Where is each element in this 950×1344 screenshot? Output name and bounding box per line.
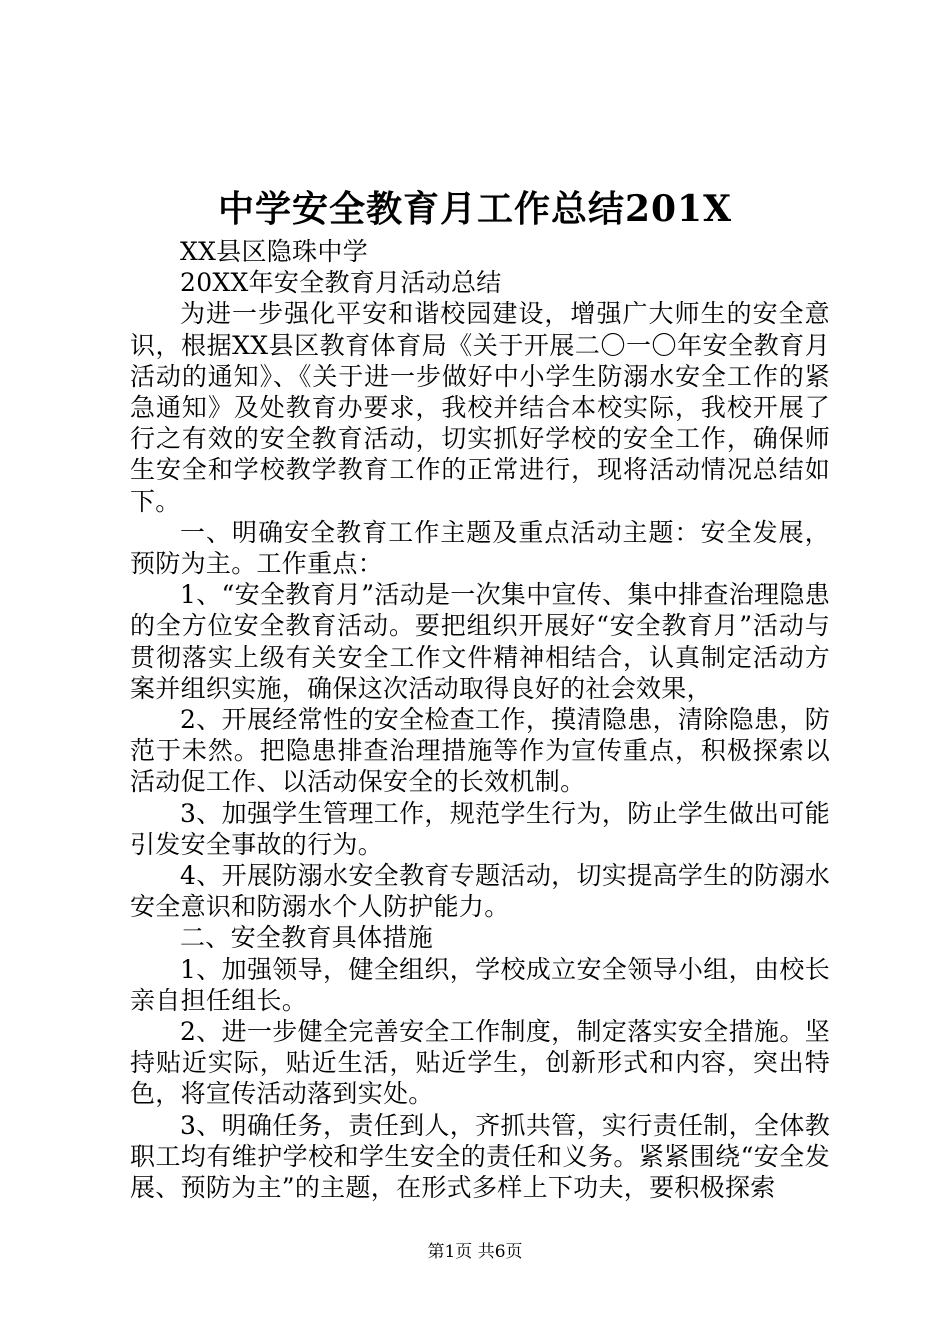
section-one-heading: 一、明确安全教育工作主题及重点活动主题：安全发展，预防为主。工作重点： [130, 517, 830, 579]
focus-item-1: 1、“安全教育月”活动是一次集中宣传、集中排查治理隐患的全方位安全教育活动。要把组织开展好“安全教育月”活动与贯彻落实上级有关安全工作文件精神相结合，认真制定活动方案并组织实施，确保这次活动取得良好的社会效果， [130, 580, 830, 703]
measure-item-3: 3、明确任务，责任到人，齐抓共管，实行责任制，全体教职工均有维护学校和学生安全的责任和义务。紧紧围绕“安全发展、预防为主”的主题，在形式多样上下功夫，要积极探索 [130, 1110, 830, 1203]
measure-item-1: 1、加强领导，健全组织，学校成立安全领导小组，由校长亲自担任组长。 [130, 954, 830, 1015]
measure-item-2: 2、进一步健全完善安全工作制度，制定落实安全措施。坚持贴近实际，贴近生活，贴近学生，创新形式和内容，突出特色，将宣传活动落到实处。 [130, 1017, 830, 1109]
document-body [130, 236, 830, 1203]
intro-paragraph: 为进一步强化平安和谐校园建设，增强广大师生的安全意识，根据XX县区教育体育局《关于开展二〇一〇年安全教育月活动的通知》、《关于进一步做好中小学生防溺水安全工作的紧急通知》及处教育办要求，我校并结合本校实际，我校开展了行之有效的安全教育活动，切实抓好学校的安全工作，确保师生安全和学校教学教育工作的正常进行，现将活动情况总结如下。 [130, 299, 830, 516]
subtitle-line: 20XX年安全教育月活动总结 [180, 268, 502, 298]
focus-item-2: 2、开展经常性的安全检查工作，摸清隐患，清除隐患，防范于未然。把隐患排查治理措施等作为宣传重点，积极探索以活动促工作、以活动保安全的长效机制。 [130, 705, 830, 797]
focus-item-4: 4、开展防溺水安全教育专题活动，切实提高学生的防溺水安全意识和防溺水个人防护能力。 [130, 861, 830, 922]
page-footer: 第1页 共6页 [427, 1242, 523, 1262]
document-title: 中学安全教育月工作总结201X [217, 188, 733, 230]
school-name-line: XX县区隐珠中学 [180, 237, 368, 266]
section-two-heading: 二、安全教育具体措施 [180, 923, 434, 953]
focus-item-3: 3、加强学生管理工作，规范学生行为，防止学生做出可能引发安全事故的行为。 [130, 798, 830, 859]
